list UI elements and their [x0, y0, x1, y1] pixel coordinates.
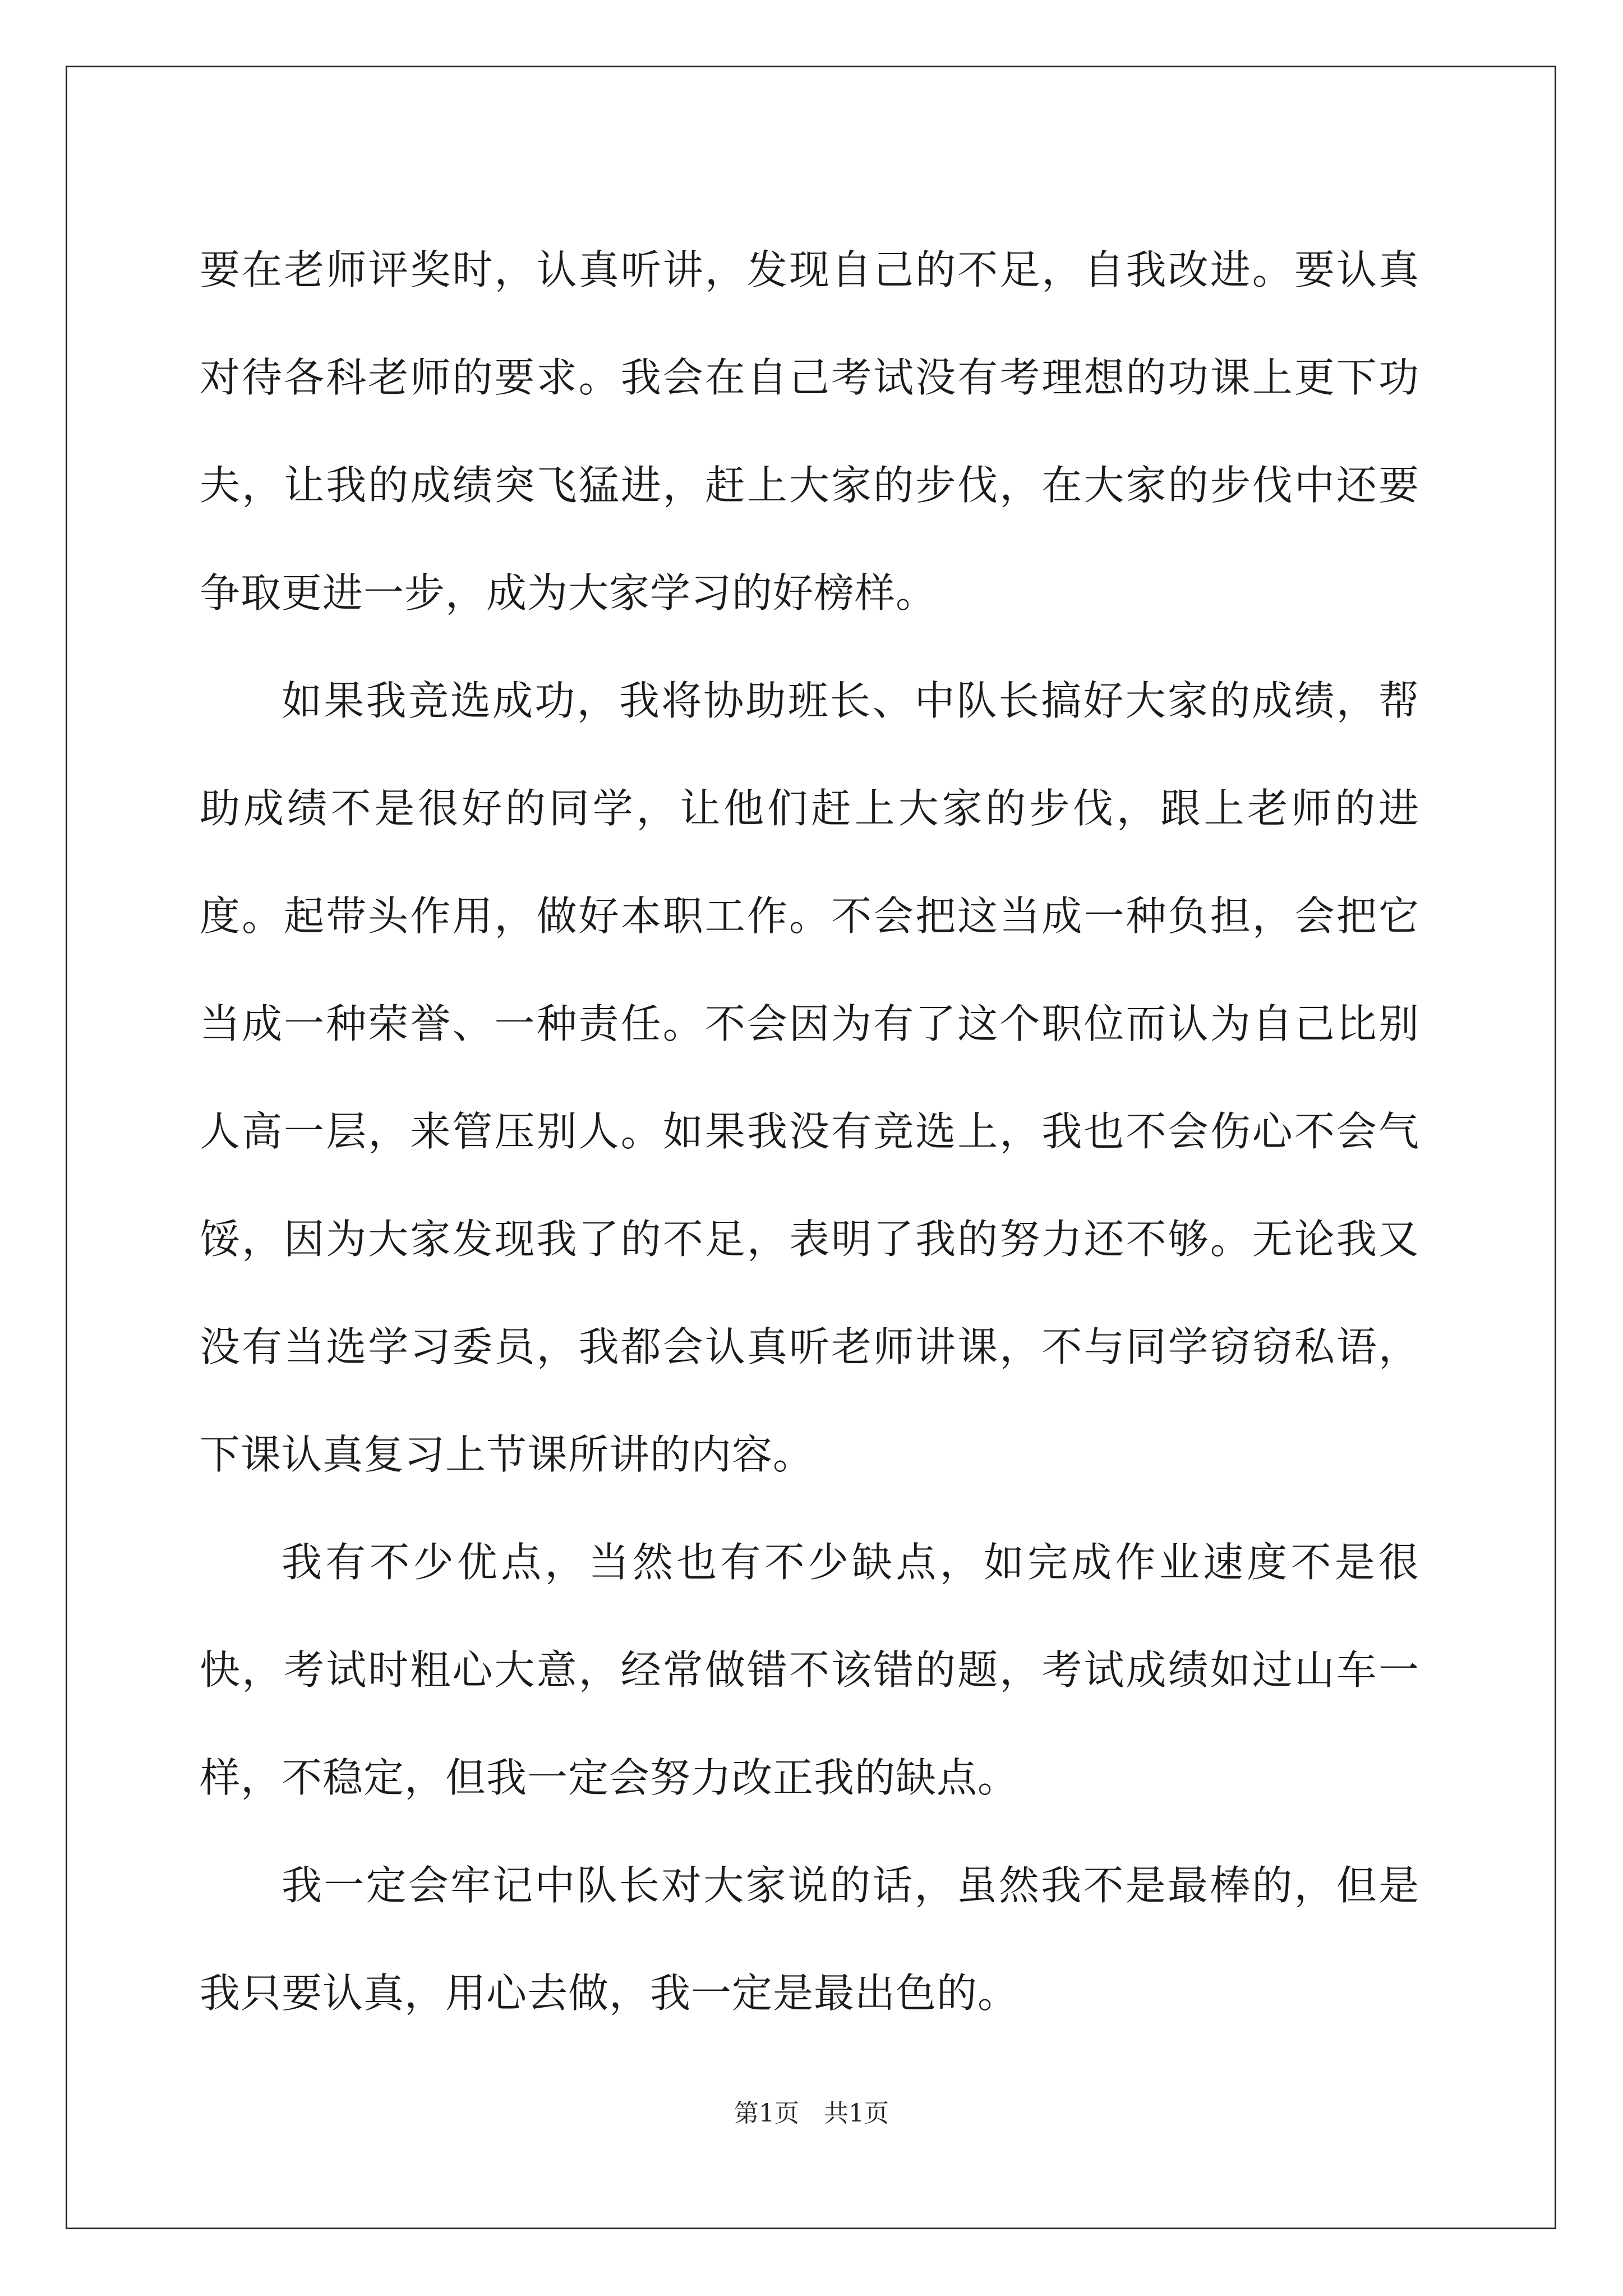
paragraph-1: 要在老师评奖时，认真听讲，发现自己的不足，自我改进。要认真对待各科老师的要求。我会在自己考试没有考理想的功课上更下功夫，让我的成绩突飞猛进，赶上大家的步伐，在大家的步伐中还要争取更进一步，成为大家学习的好榜样。: [200, 246, 1419, 616]
page-number: 第1页 共1页: [734, 2099, 889, 2128]
paragraph-2: 如果我竞选成功，我将协助班长、中队长搞好大家的成绩，帮助成绩不是很好的同学，让他们赶上大家的步伐，跟上老师的进度。起带头作用，做好本职工作。不会把这当成一种负担，会把它当成一种荣誉、一种责任。不会因为有了这个职位而认为自己比别人高一层，来管压别人。如果我没有竞选上，我也不会伤心不会气馁，因为大家发现我了的不足，表明了我的努力还不够。无论我又没有当选学习委员，我都会认真听老师讲课，不与同学窃窃私语，下课认真复习上节课所讲的内容。: [200, 677, 1419, 1478]
paragraph-3: 我有不少优点，当然也有不少缺点，如完成作业速度不是很快，考试时粗心大意，经常做错不该错的题，考试成绩如过山车一样，不稳定，但我一定会努力改正我的缺点。: [200, 1539, 1419, 1801]
document-body: [200, 216, 1419, 2047]
paragraph-4: 我一定会牢记中队长对大家说的话，虽然我不是最棒的，但是我只要认真，用心去做，我一定是最出色的。: [200, 1862, 1419, 2017]
